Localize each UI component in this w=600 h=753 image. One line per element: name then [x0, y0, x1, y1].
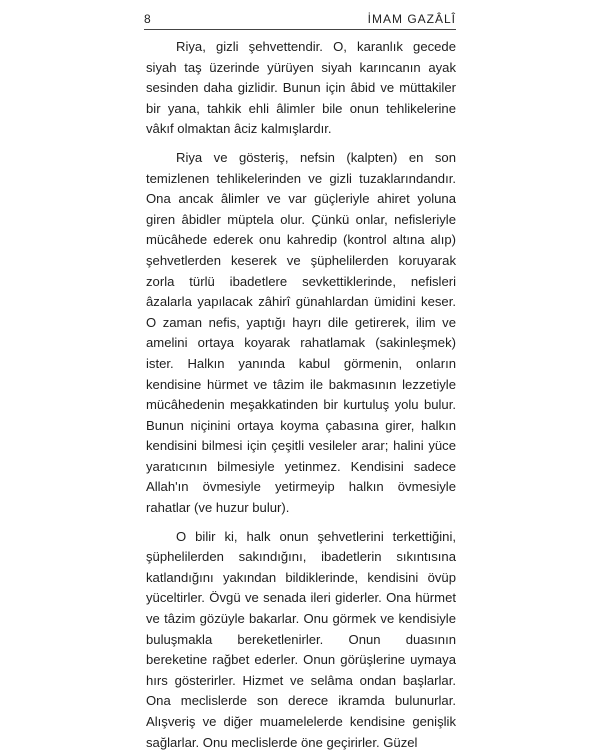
paragraph-3: O bilir ki, halk onun şehvetlerini terkettiğini, şüphelilerden sakındığını, ibadetlerin sıkıntısına katlandığını yakından bildiklerinde, kendisini övüp yüceltirler. Övgü ve senada ileri giderler. Ona hürmet ve tâzim gözüyle bakarlar. Onu görmek ve kendisiyle buluşmakla bereketlenirler. Onun duasının bereketine rağbet ederler. Onun görüşlerine uymaya hırs gösterirler. Hizmet ve selâma ondan başlarlar. Ona meclislerde son derece ikramda bulunurlar. Alışveriş ve diğer muamelelerde kendisine genişlik sağlarlar. Onu meclislerde öne geçirirler. Güzel — [146, 528, 456, 750]
header-rule — [144, 29, 456, 30]
paragraph-2: Riya ve gösteriş, nefsin (kalpten) en son temizlenen tehlikelerinden ve gizli tuzaklarındandır. Ona ancak âlimler ve var güçleriyle ahiret yoluna giren âbidler müptela olur. Çünkü onlar, nefisleriyle mücâhede ederek onu kahredip (kontrol altına alıp) şehvetlerden keserek ve şüphelilerden koruyarak zorla türlü ibadetlere sevkettiklerinde, nefisleri âzalarla yapılacak zâhirî günahlardan ümidini keser. O zaman nefis, yaptığı hayrı dile getirerek, ilim ve amelini ortaya koyarak rahatlamak (sakinleşmek) ister. Halkın yanında kabul görmenin, onların kendisine hürmet ve tâzim ile bakmasının lezzetiyle mücâhedenin meşakkatinden bir kurtuluş yolu bulur. Bunun niçinini ortaya koyma çabasına girer, halkın kendisini bilmesi için çeşitli vesileler arar; halini yüce yaratıcının bilmesiyle yetinmez. Kendisini sadece Allah'ın övmesiyle yetirmeyip halkın övmesiyle rahatlar (ve huzur bulur). — [146, 149, 456, 516]
page-header — [144, 12, 456, 28]
paragraph-1: Riya, gizli şehvettendir. O, karanlık gecede siyah taş üzerinde yürüyen siyah karıncanın ayak sesinden daha gizlidir. Bunun için âbid ve müttakiler bir yana, tahkik ehli âlimler bile onun tehlikelerine vâkıf olmaktan âciz kalmışlardır. — [146, 39, 456, 137]
page-number: 8 — [144, 12, 152, 26]
page-body — [146, 37, 456, 753]
running-title: İMAM GAZÂLÎ — [367, 12, 456, 26]
